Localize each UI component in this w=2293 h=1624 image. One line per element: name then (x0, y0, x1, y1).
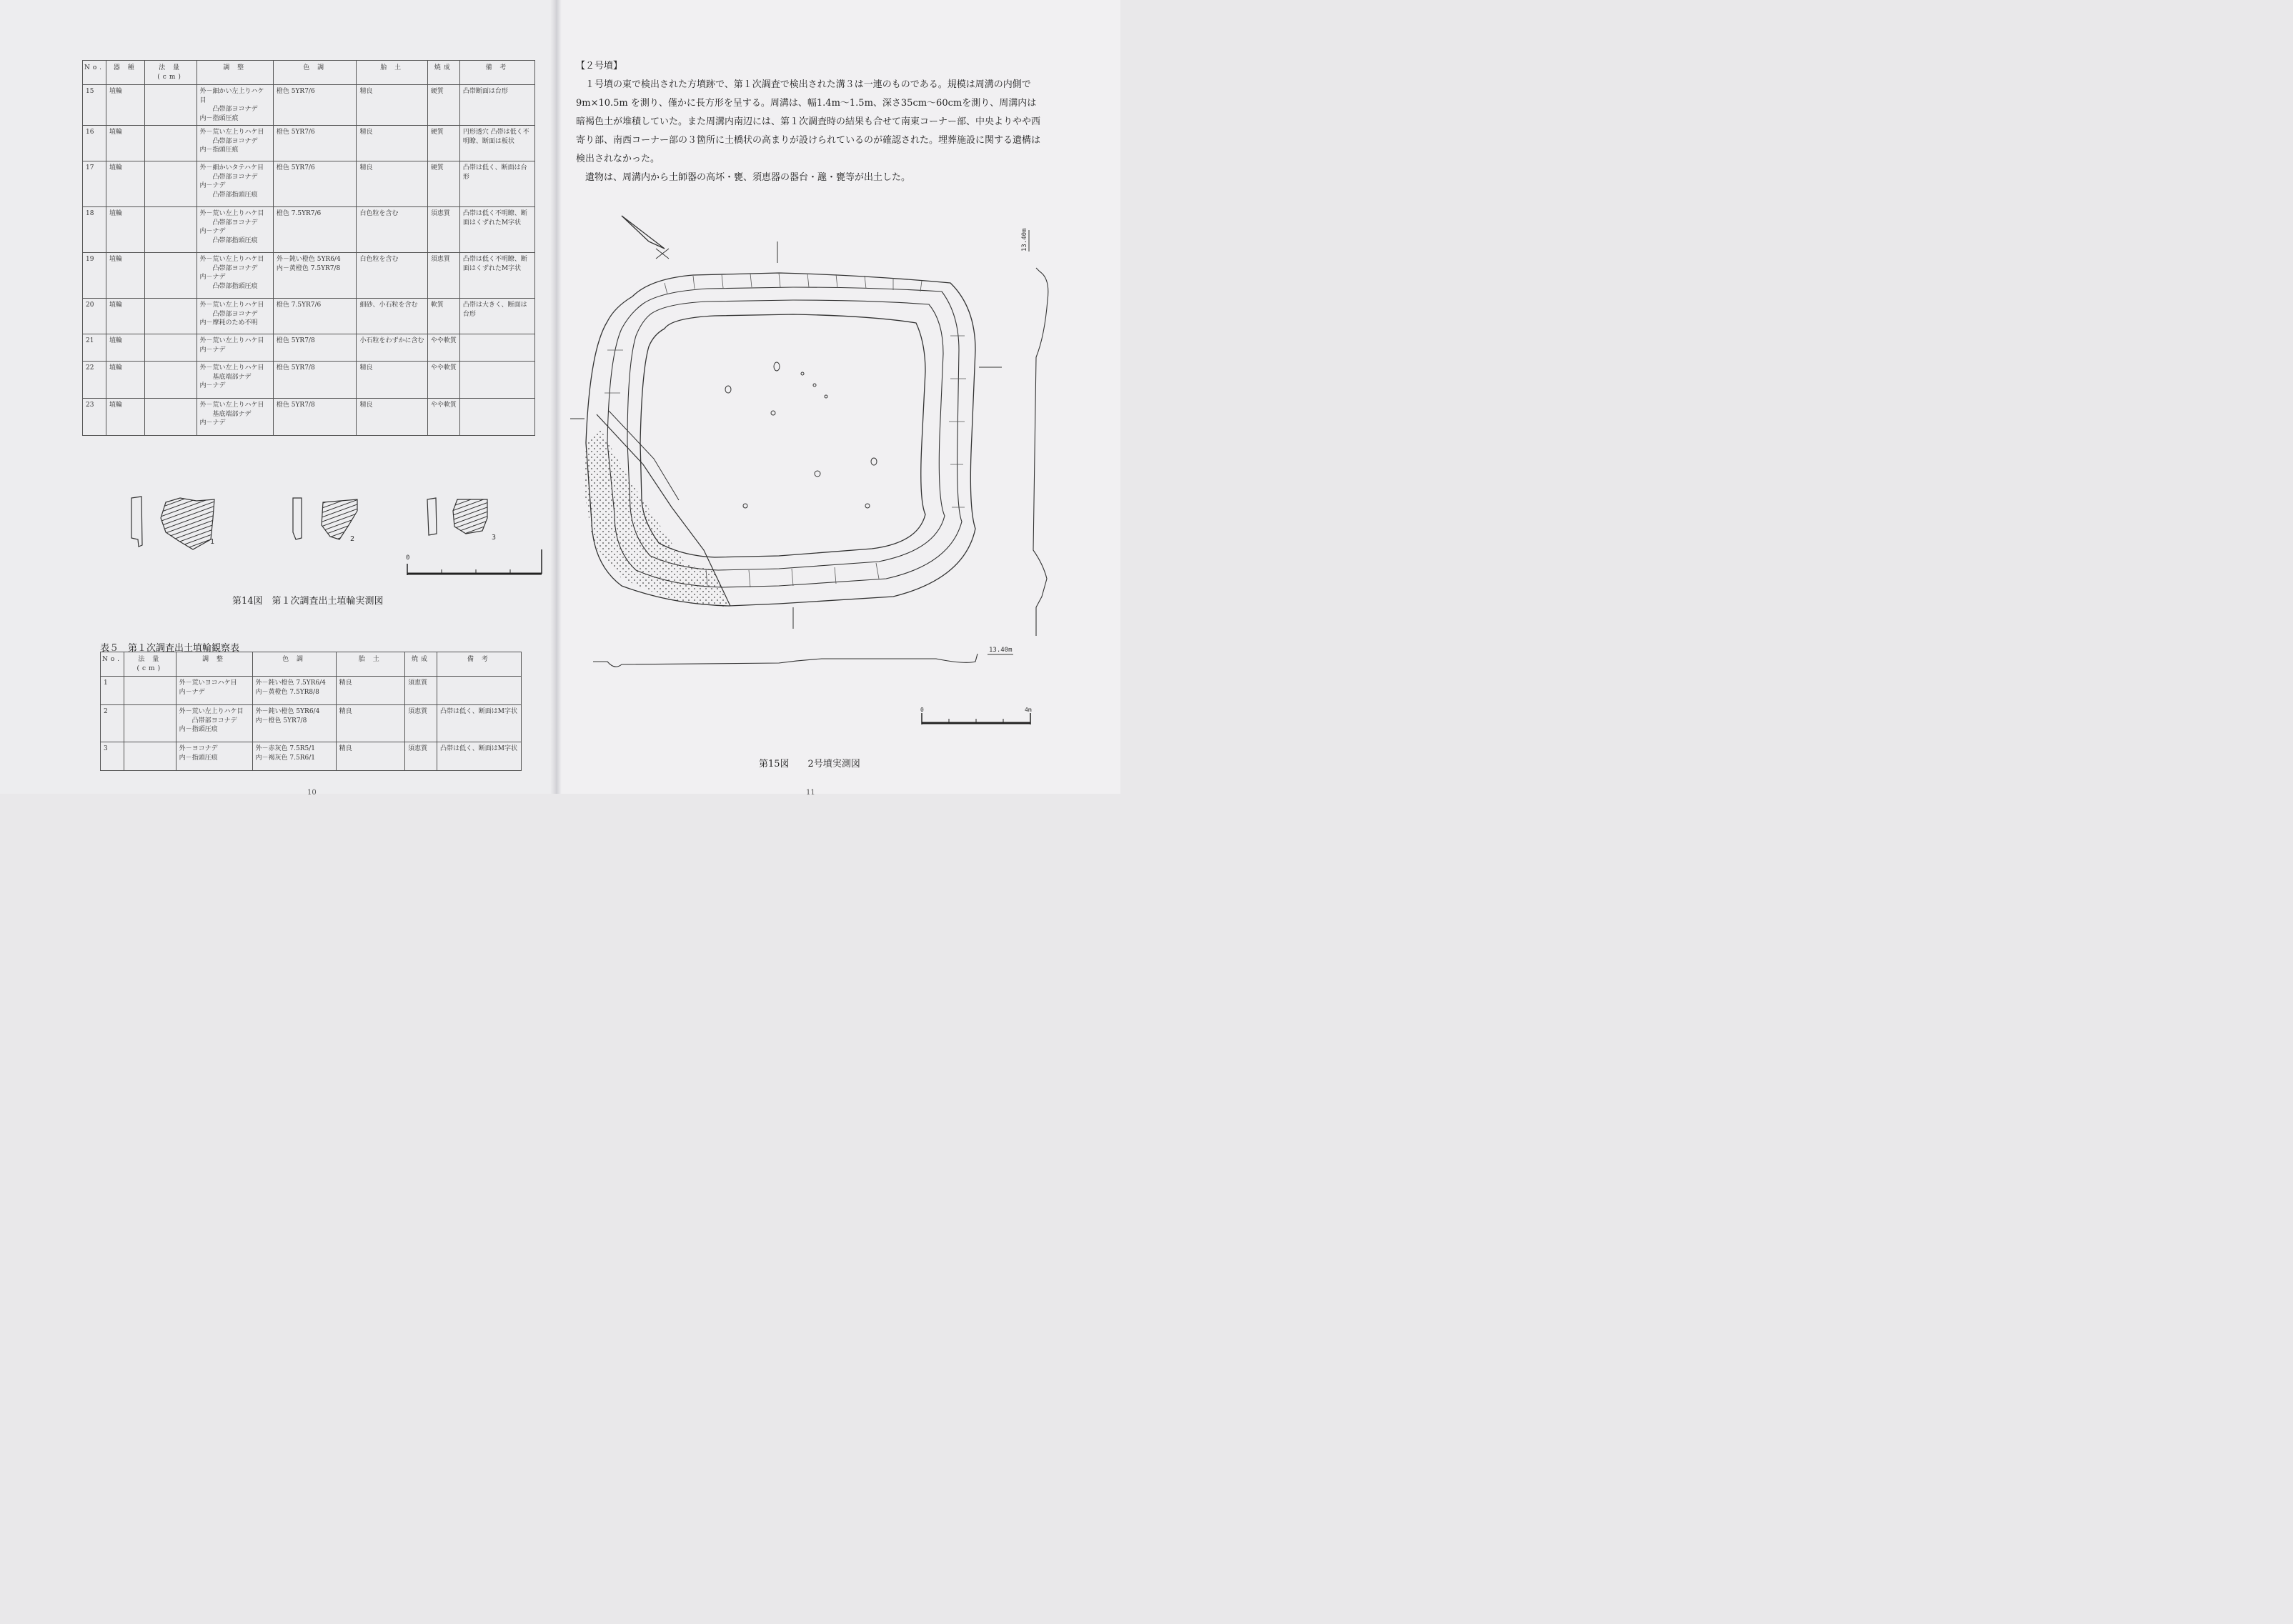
cell-line: 内－ナデ (199, 182, 226, 189)
cell-adjust (176, 705, 252, 742)
cell-line: 凸帯部指頭圧痕 (212, 282, 258, 290)
column-header: 備 考 (437, 652, 521, 677)
fig15-elevation-right: 13.40m (1021, 228, 1028, 251)
figure-14-caption: 第14図 第１次調査出土埴輪実測図 (232, 596, 384, 607)
cell-adjust (197, 207, 273, 253)
cell-line: 内－黄橙色 7.5YR8/8 (255, 688, 319, 696)
table-row (83, 126, 535, 161)
cell-clay: 精良 (357, 126, 427, 161)
cell-firing: 須恵質 (405, 677, 437, 705)
cell-adjust (197, 399, 273, 436)
sherd-1-label: 1 (210, 538, 215, 546)
cell-type: 埴輪 (106, 161, 145, 207)
cell-clay: 精良 (336, 677, 405, 705)
cell-line: 橙色 5YR7/6 (276, 129, 315, 136)
observation-table-1 (82, 60, 535, 436)
sherd-2-surface (322, 499, 357, 539)
column-header: No. (101, 652, 124, 677)
cell-clay: 精良 (357, 85, 427, 126)
cell-remarks (459, 334, 534, 362)
figure-15-caption: 第15図 2号墳実測図 (759, 759, 860, 769)
cell-line: 凸帯部ヨコナデ (212, 173, 258, 181)
cell-line: 外－荒い左上りハケ目 (179, 708, 244, 715)
column-header: 色 調 (273, 61, 357, 85)
cell-type: 埴輪 (106, 362, 145, 399)
cell-adjust (197, 334, 273, 362)
cell-type: 埴輪 (106, 334, 145, 362)
cell-remarks: 凸帯は大きく、断面は台形 (459, 299, 534, 334)
page-number-right: 11 (806, 789, 815, 797)
cell-line: 外－細かいタテハケ目 (199, 164, 264, 171)
cell-clay: 精良 (336, 705, 405, 742)
cell-no: 1 (101, 677, 124, 705)
cell-no: 23 (83, 399, 106, 436)
paragraph-1: １号墳の東で検出された方墳跡で、第１次調査で検出された溝３は一連のものである。規模は周溝の内側で9m×10.5m を測り、僅かに長方形を呈する。周溝は、幅1.4m～1.5m、深さ35cm～60cmを測り、周溝内は暗褐色土が堆積していた。また周溝内南辺には、第１次調査時の結果も合せて南東コーナー部、中央よりやや西寄り部、南西コーナー部の３箇所に土橋状の高まりが設けられているのが確認された。埋葬施設に関する遺構は検出されなかった。 (576, 79, 1041, 164)
cell-no: 3 (101, 742, 124, 771)
cell-type: 埴輪 (106, 299, 145, 334)
table-header-row (83, 61, 535, 85)
column-header: 法 量(cm) (124, 652, 176, 677)
fig15-scale-bar (922, 713, 1030, 724)
table-row (83, 299, 535, 334)
cell-line: 内－ナデ (199, 228, 226, 235)
cell-remarks: 凸帯は低く、断面はM字状 (437, 742, 521, 771)
cell-line: 凸帯部ヨコナデ (212, 264, 258, 272)
cell-type: 埴輪 (106, 85, 145, 126)
sherd-3-surface (453, 499, 487, 534)
cell-line: 外－荒い左上りハケ目 (199, 402, 264, 409)
section-heading: 【２号墳】 (576, 61, 623, 71)
cell-color (273, 399, 357, 436)
cell-firing: やや軟質 (427, 334, 459, 362)
cell-line: 外－荒い左上りハケ目 (199, 364, 264, 372)
column-header: 備 考 (459, 61, 534, 85)
fig15-scale-end: 4m (1025, 707, 1032, 713)
cell-remarks: 凸帯断面は台形 (459, 85, 534, 126)
cell-line: 外－鈍い橙色 5YR6/4 (255, 708, 320, 715)
cell-clay: 精良 (357, 161, 427, 207)
cell-size (144, 399, 197, 436)
cell-size (144, 207, 197, 253)
cell-remarks: 円形透穴 凸帯は低く不明瞭、断面は板状 (459, 126, 534, 161)
cell-clay: 精良 (357, 362, 427, 399)
cell-no: 16 (83, 126, 106, 161)
table-row (101, 705, 522, 742)
cell-clay: 精良 (357, 399, 427, 436)
cell-line: 基底端部ナデ (212, 373, 252, 381)
cell-adjust (197, 161, 273, 207)
cell-firing: 硬質 (427, 161, 459, 207)
table-row (101, 742, 522, 771)
cell-size (144, 334, 197, 362)
cell-line: 橙色 5YR7/6 (276, 88, 315, 95)
tumulus-2-plan (564, 207, 1065, 750)
column-header: 焼成 (427, 61, 459, 85)
sherd-2-section (293, 498, 302, 539)
cell-line: 内－ナデ (179, 688, 205, 696)
cell-color (252, 705, 336, 742)
cell-size (144, 299, 197, 334)
sherd-1-section (131, 497, 142, 547)
cell-color (252, 742, 336, 771)
cell-line: 凸帯部ヨコナデ (212, 106, 258, 113)
column-header: 色 調 (252, 652, 336, 677)
cell-color (273, 207, 357, 253)
cell-size (124, 705, 176, 742)
cell-line: 外－ヨコナデ (179, 745, 218, 752)
cell-no: 19 (83, 253, 106, 299)
paragraph-2: 遺物は、周溝内から土師器の高坏・甕、須恵器の器台・𤭯・甕等が出土した。 (585, 172, 911, 183)
column-header: 焼成 (405, 652, 437, 677)
book-gutter (550, 0, 562, 794)
cell-adjust (197, 85, 273, 126)
cell-clay: 細砂、小石粒を含む (357, 299, 427, 334)
cell-line: 凸帯部指頭圧痕 (212, 191, 258, 199)
cell-line: 外－鈍い橙色 7.5YR6/4 (255, 679, 326, 687)
cell-no: 2 (101, 705, 124, 742)
cell-adjust (197, 299, 273, 334)
table-row (83, 399, 535, 436)
haniwa-sherd-drawings (121, 489, 550, 579)
cell-line: 凸帯部ヨコナデ (212, 219, 258, 226)
cell-size (144, 126, 197, 161)
cell-firing: 硬質 (427, 85, 459, 126)
column-header: 法 量(cm) (144, 61, 197, 85)
fig15-scale-start: 0 (920, 707, 924, 713)
cell-remarks: 凸帯は低く、断面はM字状 (437, 705, 521, 742)
cell-line: 橙色 5YR7/8 (276, 337, 315, 344)
cell-clay: 白色粒を含む (357, 253, 427, 299)
cell-remarks: 凸帯は低く不明瞭、断面はくずれたM字状 (459, 207, 534, 253)
cell-line: 内－指頭圧痕 (179, 726, 218, 733)
cell-line: 外－鈍い橙色 5YR6/4 (276, 256, 341, 263)
column-header: 胎 土 (336, 652, 405, 677)
cell-line: 外－赤灰色 7.5R5/1 (255, 745, 315, 752)
cell-clay: 白色粒を含む (357, 207, 427, 253)
cell-line: 内－ナデ (199, 382, 226, 389)
fig14-scale-zero: 0 (406, 554, 410, 562)
cell-line: 凸帯部指頭圧痕 (212, 236, 258, 244)
cell-color (273, 362, 357, 399)
cell-size (144, 362, 197, 399)
cell-color (252, 677, 336, 705)
cell-remarks (459, 399, 534, 436)
cell-line: 内－褐灰色 7.5R6/1 (255, 754, 315, 762)
cell-adjust (197, 362, 273, 399)
cell-line: 凸帯部ヨコナデ (212, 310, 258, 318)
table-header-row (101, 652, 522, 677)
cell-adjust (197, 126, 273, 161)
cell-line: 外－細かい左上りハケ目 (199, 88, 264, 104)
cell-line: 橙色 7.5YR7/6 (276, 210, 322, 217)
table-5-title: 表５ 第１次調査出土埴輪観察表 (100, 643, 240, 654)
cell-firing: やや軟質 (427, 399, 459, 436)
profile-bottom (593, 654, 1013, 667)
cell-line: 内－指頭圧痕 (199, 146, 239, 154)
cell-remarks: 凸帯は低く、断面は台形 (459, 161, 534, 207)
cell-line: 外－荒い左上りハケ目 (199, 337, 264, 344)
cell-firing: 軟質 (427, 299, 459, 334)
cell-no: 18 (83, 207, 106, 253)
body-text (576, 57, 1040, 187)
north-arrow-icon (622, 216, 669, 259)
cell-line: 凸帯部ヨコナデ (212, 137, 258, 145)
cell-color (273, 126, 357, 161)
cell-clay: 小石粒をわずかに含む (357, 334, 427, 362)
profile-right (1029, 230, 1048, 636)
table-row (83, 85, 535, 126)
cell-line: 内－黄橙色 7.5YR7/8 (276, 264, 341, 272)
sherd-2-label: 2 (350, 535, 355, 543)
cell-line: 内－ナデ (199, 419, 226, 427)
cell-line: 外－荒い左上りハケ目 (199, 210, 264, 217)
sherd-3-label: 3 (492, 534, 497, 542)
table-row (101, 677, 522, 705)
cell-type: 埴輪 (106, 253, 145, 299)
table-row (83, 334, 535, 362)
cell-adjust (176, 677, 252, 705)
cell-type: 埴輪 (106, 126, 145, 161)
cell-line: 橙色 5YR7/6 (276, 164, 315, 171)
table-row (83, 207, 535, 253)
cell-no: 21 (83, 334, 106, 362)
cell-line: 凸帯部ヨコナデ (192, 717, 237, 724)
table-row (83, 161, 535, 207)
cell-line: 橙色 5YR7/8 (276, 402, 315, 409)
cell-line: 内－指頭圧痕 (179, 754, 218, 762)
cell-remarks: 凸帯は低く不明瞭、断面はくずれたM字状 (459, 253, 534, 299)
cell-size (144, 253, 197, 299)
cell-line: 外－荒いヨコハケ目 (179, 679, 237, 687)
cell-firing: 須恵質 (427, 207, 459, 253)
cell-color (273, 161, 357, 207)
cell-type: 埴輪 (106, 399, 145, 436)
fig15-elevation-bottom: 13.40m (989, 647, 1013, 654)
cell-color (273, 85, 357, 126)
cell-size (144, 161, 197, 207)
cell-no: 22 (83, 362, 106, 399)
cell-color (273, 299, 357, 334)
cell-size (124, 677, 176, 705)
cell-line: 外－荒い左上りハケ目 (199, 256, 264, 263)
cell-line: 内－ナデ (199, 274, 226, 281)
column-header: 調 整 (176, 652, 252, 677)
cell-no: 20 (83, 299, 106, 334)
observation-table-5 (100, 652, 522, 771)
cell-remarks (437, 677, 521, 705)
cell-line: 内－指頭圧痕 (199, 114, 239, 122)
cell-line: 橙色 5YR7/8 (276, 364, 315, 372)
cell-line: 橙色 7.5YR7/6 (276, 302, 322, 309)
cell-adjust (176, 742, 252, 771)
cell-firing: 硬質 (427, 126, 459, 161)
cell-line: 内－摩耗のため不明 (199, 319, 258, 327)
cell-remarks (459, 362, 534, 399)
cell-size (124, 742, 176, 771)
cell-adjust (197, 253, 273, 299)
cell-type: 埴輪 (106, 207, 145, 253)
cell-line: 内－ナデ (199, 346, 226, 354)
cell-line: 基底端部ナデ (212, 410, 252, 418)
cell-no: 17 (83, 161, 106, 207)
cell-firing: 須恵質 (405, 742, 437, 771)
sherd-1-surface (161, 498, 214, 549)
sherd-3-section (427, 498, 437, 535)
fig14-scale-bar (407, 549, 542, 575)
column-header: 調 整 (197, 61, 273, 85)
cell-line: 外－荒い左上りハケ目 (199, 302, 264, 309)
cell-line: 外－荒い左上りハケ目 (199, 129, 264, 136)
cell-color (273, 334, 357, 362)
column-header: 胎 土 (357, 61, 427, 85)
cell-line: 内－橙色 5YR7/8 (255, 717, 307, 724)
cell-no: 15 (83, 85, 106, 126)
cell-color (273, 253, 357, 299)
page-number-left: 10 (307, 789, 317, 797)
cell-firing: 須恵質 (427, 253, 459, 299)
table-row (83, 362, 535, 399)
column-header: No. (83, 61, 106, 85)
cell-clay: 精良 (336, 742, 405, 771)
column-header: 器 種 (106, 61, 145, 85)
cell-size (144, 85, 197, 126)
table-row (83, 253, 535, 299)
cell-firing: やや軟質 (427, 362, 459, 399)
cell-firing: 須恵質 (405, 705, 437, 742)
